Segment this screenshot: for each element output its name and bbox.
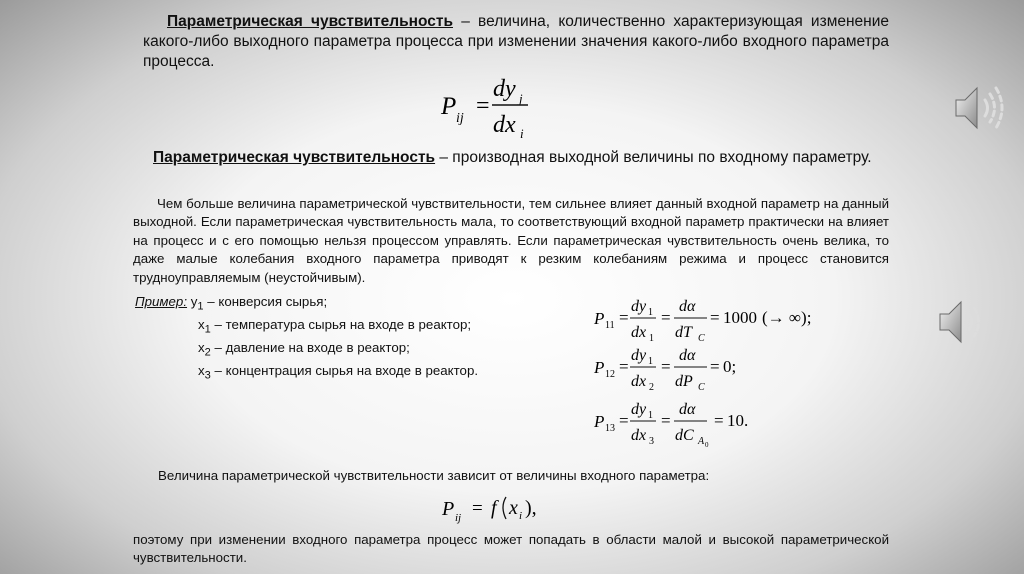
svg-text:dy: dy — [631, 347, 647, 364]
formula-eq: = — [476, 93, 490, 119]
svg-text:P: P — [442, 498, 455, 520]
svg-text:=: = — [619, 357, 629, 376]
svg-text:=: = — [710, 357, 720, 376]
svg-text:0: 0 — [705, 441, 709, 449]
svg-text:f: f — [491, 497, 497, 519]
formula-definition — [436, 74, 546, 144]
svg-text:dα: dα — [679, 401, 696, 418]
svg-text:=: = — [661, 411, 671, 430]
example-line-x2: $x_2$ – давление на входе в реактор; — [198, 339, 410, 359]
explanation-paragraph — [133, 195, 889, 287]
explanation-text: Чем больше величина параметрической чувствительности, тем сильнее влияет данный входной параметр на данный выходной. Если параметрическая чувствительность мала, то соответствующий входной параметр практически на влияет на процесс и с его помощью нельзя процессом управлять. Если параметрическая чувствительность очень велика, то даже малые колебания входного параметра приводят к резким колебаниям режима и процесс становится трудноуправляемым (неустойчивым). — [133, 196, 889, 285]
formula-p: P — [441, 93, 457, 120]
svg-text:dT: dT — [675, 324, 692, 341]
formula-function — [438, 488, 558, 528]
svg-text:dα: dα — [679, 298, 696, 315]
svg-text:1: 1 — [648, 356, 653, 367]
svg-text:0;: 0; — [723, 357, 737, 376]
svg-text:=: = — [472, 498, 483, 519]
speaker-icon[interactable] — [936, 296, 992, 348]
svg-text:dP: dP — [675, 373, 693, 390]
svg-text:dy: dy — [631, 401, 647, 418]
svg-text:P: P — [594, 309, 605, 328]
speaker-icon[interactable] — [952, 82, 1008, 134]
svg-text:1: 1 — [648, 307, 653, 318]
svg-text:ij: ij — [455, 512, 462, 524]
svg-text:1: 1 — [649, 333, 654, 344]
svg-text:12: 12 — [605, 369, 615, 380]
definition-paragraph — [143, 12, 889, 72]
closing-paragraph — [133, 531, 889, 568]
derivative-paragraph — [133, 148, 889, 168]
svg-text:1000: 1000 — [723, 308, 757, 327]
svg-text:10.: 10. — [727, 411, 749, 430]
derivative-text: – производная выходной величины по входному параметру. — [435, 149, 872, 166]
example-block — [135, 293, 478, 384]
svg-text:C: C — [698, 333, 705, 344]
definition-text: – величина, количественно характеризующая изменение какого-либо выходного параметра процесса при изменении значения какого-либо входного параметра процесса. — [143, 13, 889, 70]
example-label: Пример: — [135, 294, 188, 309]
svg-text:dy: dy — [631, 298, 647, 315]
svg-text:i: i — [519, 510, 523, 522]
svg-text:2: 2 — [649, 382, 654, 393]
closing-text: поэтому при изменении входного параметра процесс может попадать в области малой и высокой параметрической чувствительности. — [133, 532, 889, 566]
formula-p11 — [590, 294, 830, 346]
formula-num: dy — [493, 76, 516, 102]
svg-text:=: = — [710, 308, 720, 327]
svg-text:),: ), — [525, 497, 537, 519]
svg-text:dα: dα — [679, 347, 696, 364]
formula-den: dx — [493, 112, 516, 138]
svg-text:A: A — [698, 436, 705, 447]
dependency-text: Величина параметрической чувствительности зависит от величины входного параметра: — [158, 468, 710, 483]
svg-text:=: = — [619, 411, 629, 430]
svg-text:P: P — [594, 358, 605, 377]
svg-text:dx: dx — [631, 324, 647, 341]
svg-text:=: = — [661, 308, 671, 327]
svg-text:dx: dx — [631, 373, 647, 390]
formula-p13 — [590, 397, 790, 451]
svg-text:11: 11 — [605, 320, 615, 331]
svg-text:x: x — [509, 497, 518, 519]
svg-text:3: 3 — [649, 436, 654, 447]
example-line-x1: $x_1$ – температура сырья на входе в реактор; — [198, 316, 472, 336]
svg-text:P: P — [594, 412, 605, 431]
svg-text:(→ ∞);: (→ ∞); — [762, 308, 812, 327]
example-line-y1: Пример: $y_1$ – конверсия сырья; — [135, 294, 328, 313]
svg-text:=: = — [619, 308, 629, 327]
term-parametric-sensitivity: Параметрическая чувствительность — [167, 13, 453, 30]
formula-num-sub: j — [519, 91, 523, 106]
svg-text:dC: dC — [675, 427, 694, 444]
term-parametric-sensitivity-2: Параметрическая чувствительность — [153, 149, 436, 166]
svg-text:=: = — [714, 411, 724, 430]
svg-text:13: 13 — [605, 423, 615, 434]
formula-den-sub: i — [520, 126, 524, 141]
svg-text:1: 1 — [648, 410, 653, 421]
svg-text:C: C — [698, 382, 705, 393]
formula-p12 — [590, 343, 790, 395]
example-line-x3: $x_3$ – концентрация сырья на входе в реактор. — [198, 362, 479, 382]
svg-text:dx: dx — [631, 427, 647, 444]
svg-text:=: = — [661, 357, 671, 376]
formula-p-sub: ij — [456, 111, 464, 126]
